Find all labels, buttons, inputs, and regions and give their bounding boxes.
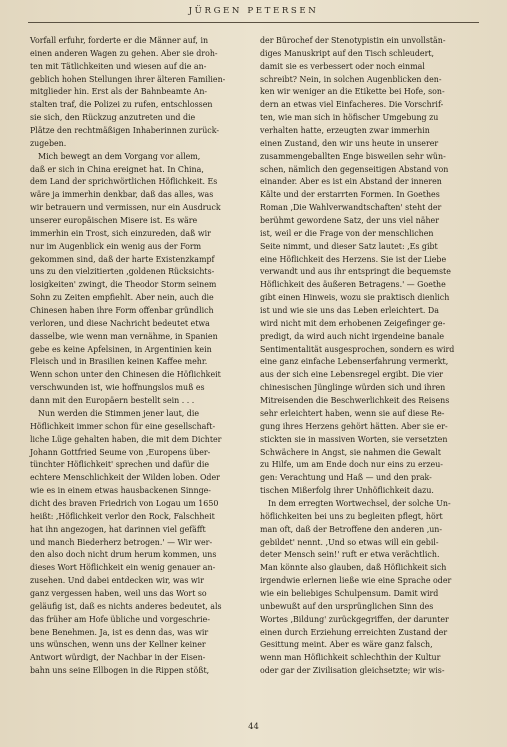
text-line: daß er sich in China ereignet hat. In China,: [30, 164, 204, 174]
text-line: Vorfall erfuhr, forderte er die Männer auf, in: [30, 36, 209, 45]
text-line: ten, wie man sich in höfischer Umgebung zu: [260, 113, 439, 123]
text-line: mitglieder hin. Erst als der Bahnbeamte An-: [30, 87, 208, 97]
text-line: den also doch nicht drum herum kommen, uns: [30, 550, 217, 560]
text-line: zugeben.: [30, 138, 67, 148]
text-line: ist und wie sie uns das Leben erleichtert. Da: [260, 306, 439, 316]
text-line: losigkeiten' zwingt, die Theodor Storm seinem: [30, 280, 217, 290]
text-line: stickten sie in massiven Worten, sie versetzten: [260, 434, 448, 444]
text-line: nur im Augenblick ein wenig aus der Form: [30, 241, 202, 251]
text-line: predigt, da wird auch nicht irgendeine banale: [260, 331, 445, 341]
text-line: damit sie es verbessert oder noch einmal: [260, 61, 425, 71]
text-line: uns wünschen, wenn uns der Kellner keiner: [30, 640, 206, 650]
text-line: tischen Mißerfolg ihrer Unhöflichkeit dazu.: [260, 486, 434, 496]
text-line: irgendwie erlernen ließe wie eine Sprache oder: [260, 576, 452, 586]
text-line: dicht des braven Friedrich von Logau um 1650: [30, 498, 219, 508]
text-line: gebildet' nennt. ‚Und so etwas will ein gebil-: [260, 537, 439, 547]
text-line: deter Mensch sein!' ruft er etwa verächtlich.: [260, 550, 440, 560]
text-line: Johann Gottfried Seume von ‚Europens über-: [30, 447, 211, 457]
text-line: der Bürochef der Stenotypistin ein unvollstän-: [260, 36, 446, 45]
text-line: dasselbe, wie wenn man vernähme, in Spanien: [30, 331, 218, 341]
text-line: aus der sich eine Lebensregel ergibt. Die vier: [260, 370, 444, 380]
text-line: ist, weil er die Frage von der menschlichen: [260, 228, 434, 238]
text-line: Roman ‚Die Wahlverwandtschaften' steht der: [260, 203, 442, 213]
text-line: tünchter Höflichkeit' sprechen und dafür die: [30, 460, 210, 470]
text-line: verloren, und diese Nachricht bedeutet etwa: [30, 318, 210, 328]
text-line: eine ganz einfache Lebenserfahrung vermerkt,: [260, 357, 449, 367]
text-line: wie es in einem etwas hausbackenen Sinnge-: [30, 486, 211, 496]
text-line: Höflichkeit des äußeren Betragens.' — Goethe: [260, 280, 446, 290]
page-number: 44: [248, 721, 259, 731]
text-line: uns zu den vielzitierten ‚goldenen Rücksichts-: [30, 267, 215, 277]
text-line: Plätze den rechtmäßigen Inhaberinnen zurück-: [30, 126, 220, 136]
text-line: Chinesen haben ihre Form offenbar gründlich: [30, 306, 214, 316]
text-line: immerhin ein Trost, sich einzureden, daß wir: [30, 228, 211, 238]
text-line: Wortes ‚Bildung' zurückgegriffen, der darunter: [260, 614, 449, 624]
text-line: chinesischen Jünglinge würden sich und ihren: [260, 383, 446, 393]
right-text-column: [260, 35, 472, 678]
text-line: liche Lüge gehalten haben, die mit dem Dichter: [30, 434, 222, 444]
text-line: Antwort würdigt, der Nachbar in der Eisen-: [30, 653, 206, 663]
text-line: wenn man Höflichkeit schlechthin der Kultur: [260, 653, 441, 663]
text-line: sehr erleichtert haben, wenn sie auf diese Re-: [260, 408, 445, 418]
text-line: dem Land der sprichwörtlichen Höflichkeit. Es: [30, 177, 218, 187]
text-line: und manch Biederherz betrogen.' — Wir wer-: [30, 537, 213, 547]
text-line: Mich bewegt an dem Vorgang vor allem,: [38, 151, 201, 161]
text-line: geblich hohen Stellungen ihrer älteren Familien-: [30, 74, 226, 84]
text-line: das früher am Hofe übliche und vorgeschrie-: [30, 614, 211, 624]
text-line: gekommen sind, daß der harte Existenzkampf: [30, 254, 215, 264]
text-line: ganz vergessen haben, weil uns das Wort so: [30, 588, 207, 598]
text-line: gen: Verachtung und Haß — und den prak-: [260, 473, 432, 483]
text-line: Man könnte also glauben, daß Höflichkeit sich: [260, 563, 447, 573]
text-line: einen durch Erziehung erreichten Zustand der: [260, 627, 448, 637]
text-line: hat ihn angezogen, hat darinnen viel gefäfft: [30, 524, 206, 534]
text-line: ten mit Tätlichkeiten und wiesen auf die an-: [30, 61, 207, 71]
text-line: höflichkeiten bei uns zu begleiten pflegt, hört: [260, 511, 443, 521]
running-header: JÜRGEN PETERSEN: [188, 6, 319, 16]
text-line: echtere Menschlichkeit der Wilden loben. Oder: [30, 473, 220, 483]
text-line: diges Manuskript auf den Tisch schleudert,: [260, 48, 435, 58]
text-line: dieses Wort Höflichkeit ein wenig genauer an-: [30, 563, 216, 573]
text-line: Wenn schon unter den Chinesen die Höflichkeit: [30, 370, 221, 380]
text-line: man oft, daß der Betroffene den anderen ‚un-: [260, 524, 443, 534]
text-line: oder gar der Zivilisation gleichsetzte; wir wis-: [260, 666, 445, 676]
text-line: einen anderen Wagen zu gehen. Aber sie droh-: [30, 48, 218, 58]
text-line: stalten traf, die Polizei zu rufen, entschlossen: [30, 100, 213, 110]
header-rule: [28, 22, 479, 23]
text-line: verschwunden ist, wie hoffnungslos muß es: [30, 383, 205, 393]
text-line: zusehen. Und dabei entdecken wir, was wir: [30, 576, 204, 586]
text-line: Fleisch und in Brasilien keinen Kaffee mehr.: [30, 357, 208, 367]
text-line: bahn uns seine Ellbogen in die Rippen stößt,: [30, 666, 210, 676]
text-line: dern an etwas viel Einfacheres. Die Vorschrif-: [260, 100, 444, 110]
text-line: schen, nämlich den gegenseitigen Abstand von: [260, 164, 449, 174]
text-line: gebe es keine Apfelsinen, in Argentinien kein: [30, 344, 212, 354]
text-line: geläufig ist, daß es nichts anderes bedeutet, als: [30, 601, 222, 611]
text-line: wäre ja immerhin denkbar, daß das alles, was: [30, 190, 214, 200]
text-line: gibt einen Hinweis, wozu sie praktisch dienlich: [260, 293, 450, 303]
text-line: Seite nimmt, und dieser Satz lautet: ‚Es gibt: [260, 241, 438, 251]
text-line: Kälte und der erstarrten Formen. In Goethes: [260, 190, 440, 200]
text-line: Gesittung meint. Aber es wäre ganz falsch,: [260, 640, 433, 650]
text-line: wird nicht mit dem erhobenen Zeigefinger ge-: [260, 318, 446, 328]
text-line: bene Benehmen. Ja, ist es denn das, was wir: [30, 627, 209, 637]
text-line: ken wir weniger an die Etikette bei Hofe, son-: [260, 87, 445, 97]
text-line: Nun werden die Stimmen jener laut, die: [38, 408, 200, 418]
text-line: einander. Aber es ist ein Abstand der inneren: [260, 177, 442, 187]
text-line: einen Zustand, den wir uns heute in unserer: [260, 138, 439, 148]
text-line: wie ein beliebiges Schulpensum. Damit wird: [260, 588, 439, 598]
text-line: unserer europäischen Misere ist. Es wäre: [30, 216, 198, 226]
text-line: unbewußt auf den ursprünglichen Sinn des: [260, 601, 434, 611]
text-line: zu Hilfe, um am Ende doch nur eins zu erzeu-: [260, 460, 443, 470]
text-line: In dem erregten Wortwechsel, der solche Un-: [268, 498, 451, 508]
text-line: Mitreisenden die Beschwerlichkeit des Reisens: [260, 396, 450, 406]
text-line: sie sich, den Rückzug anzutreten und die: [30, 113, 196, 123]
text-line: gung ihres Herzens gehört hätten. Aber sie er-: [260, 421, 448, 431]
text-line: berühmt gewordene Satz, der uns viel näher: [260, 216, 439, 226]
text-line: Sohn zu Zeiten empfiehlt. Aber nein, auch die: [30, 293, 214, 303]
text-line: verwandt und aus ihr entspringt die bequemste: [260, 267, 451, 277]
text-line: Höflichkeit immer schon für eine gesellschaft-: [30, 421, 216, 431]
text-line: Schwächere in Angst, sie nahmen die Gewalt: [260, 447, 441, 457]
text-line: schreibt? Nein, in solchen Augenblicken den-: [260, 74, 442, 84]
text-line: verhalten hatte, erzeugten zwar immerhin: [260, 126, 430, 136]
text-line: heißt: ‚Höflichkeit verlor den Rock, Falschheit: [30, 511, 215, 521]
text-line: dann mit den Europäern bestellt sein . . .: [30, 396, 195, 406]
left-text-column: [30, 35, 242, 678]
text-line: wir betrauern und vermissen, nur ein Ausdruck: [30, 203, 221, 213]
text-line: zusammengeballten Enge bisweilen sehr wün-: [260, 151, 446, 161]
text-line: eine Höflichkeit des Herzens. Sie ist der Liebe: [260, 254, 447, 264]
text-line: Sentimentalität ausgesprochen, sondern es wird: [260, 344, 455, 354]
